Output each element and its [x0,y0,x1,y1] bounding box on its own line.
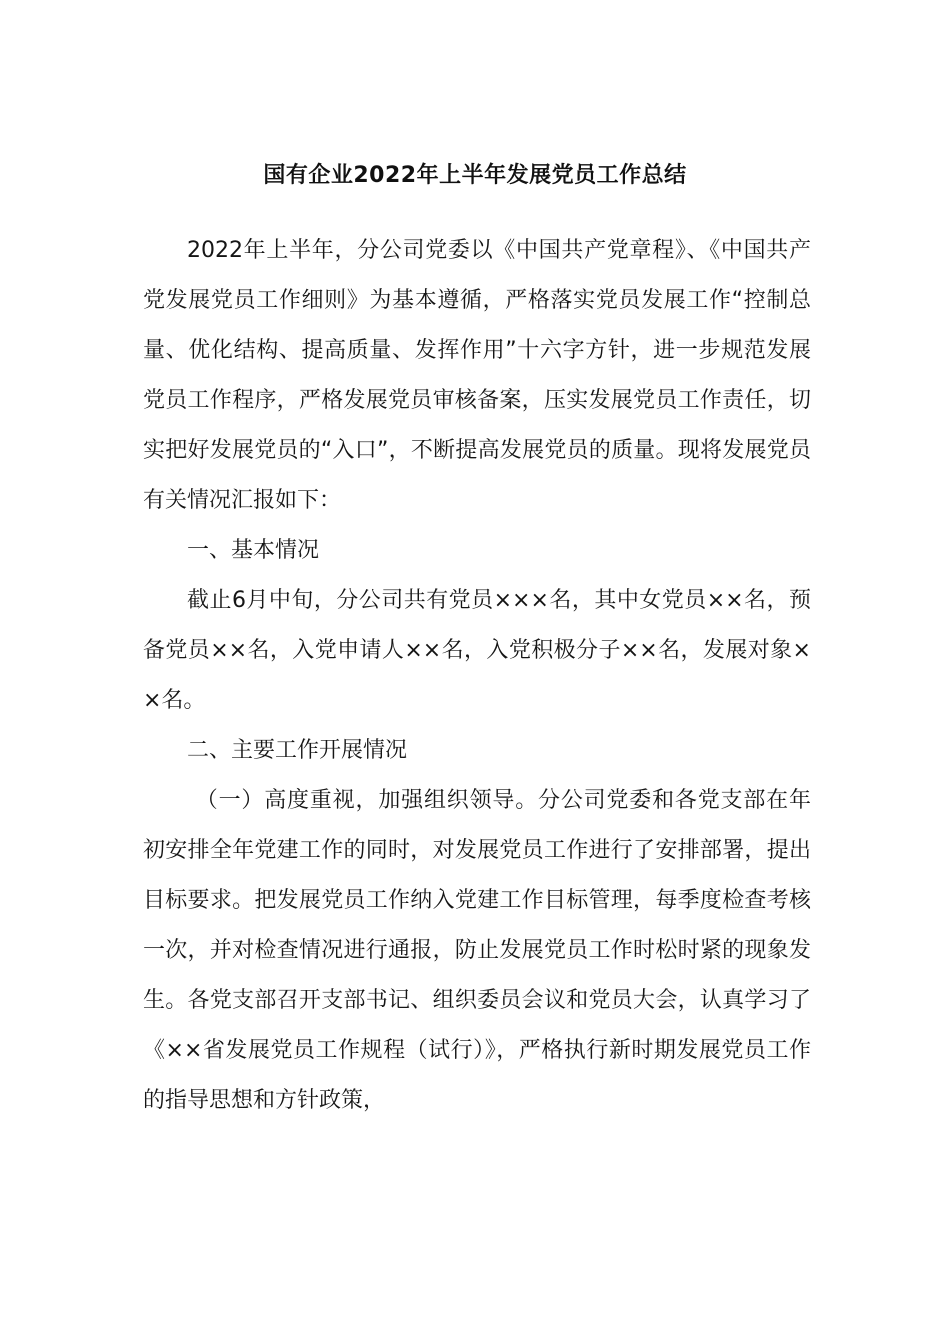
section-heading-basic: 一、基本情况 [187,538,320,563]
document-title: 国有企业2022年上半年发展党员工作总结 [263,163,687,188]
intro-paragraph: 2022年上半年，分公司党委以《中国共产党章程》、《中国共产党发展党员工作细则》为基本遵循，严格落实党员发展工作“控制总量、优化结构、提高质量、发挥作用”十六字方针，进一步规范发展党员工作程序，严格发展党员审核备案，压实发展党员工作责任，切实把好发展党员的“入口”，不断提高发展党员的质量。现将发展党员有关情况汇报如下： [143,238,811,513]
main-work-paragraph-1: （一）高度重视，加强组织领导。分公司党委和各党支部在年初安排全年党建工作的同时，对发展党员工作进行了安排部署，提出目标要求。把发展党员工作纳入党建工作目标管理，每季度检查考核一次，并对检查情况进行通报，防止发展党员工作时松时紧的现象发生。各党支部召开支部书记、组织委员会议和党员大会，认真学习了《××省发展党员工作规程（试行）》，严格执行新时期发展党员工作的指导思想和方针政策， [143,788,811,1113]
document-body [143,226,811,1126]
basic-situation-paragraph: 截止6月中旬，分公司共有党员×××名，其中女党员××名，预备党员××名，入党申请人××名，入党积极分子××名，发展对象××名。 [143,588,811,713]
section-heading-main-work: 二、主要工作开展情况 [187,738,408,763]
